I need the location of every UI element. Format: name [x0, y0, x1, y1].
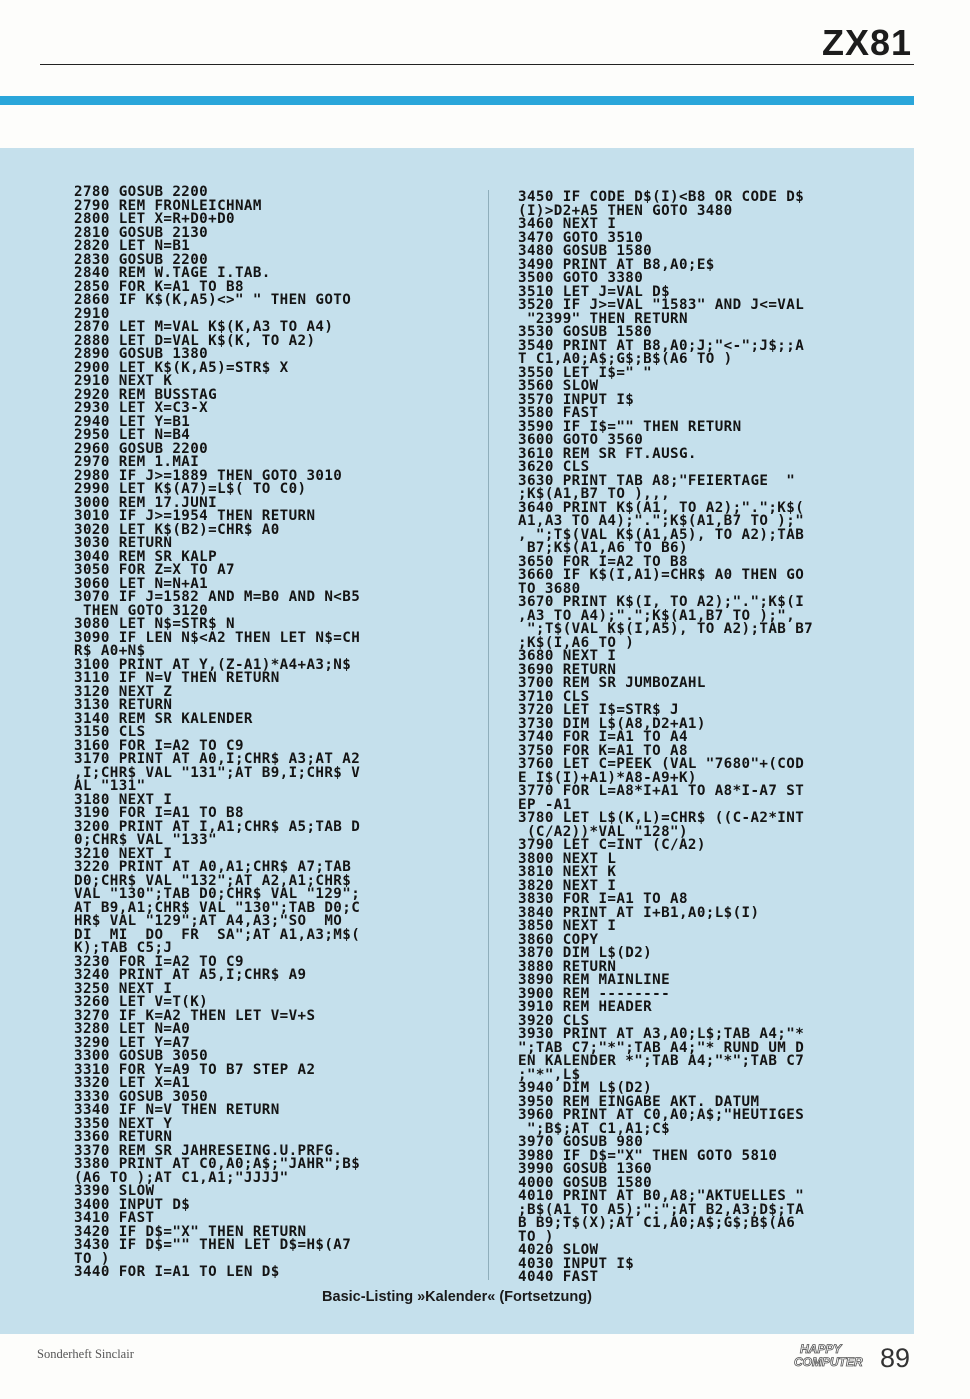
svg-text:COMPUTER: COMPUTER [794, 1355, 863, 1369]
code-line: (I)>D2+A5 THEN GOTO 3480 [518, 202, 733, 219]
code-line: 3710 CLS [518, 688, 590, 705]
code-line: 3500 GOTO 3380 [518, 270, 644, 286]
code-line: 3450 IF CODE D$(I)<B8 OR CODE D$ [518, 189, 805, 205]
publication-name: Sonderheft Sinclair [37, 1347, 134, 1361]
code-line: 3950 REM EINGABE AKT. DATUM [518, 1093, 760, 1110]
code-line: 2950 LET N=B4 [74, 427, 191, 443]
code-line: 3590 IF I$="" THEN RETURN [518, 418, 742, 435]
code-line: 2900 LET K$(K,A5)=STR$ X [74, 359, 289, 376]
code-line: 3260 LET V=T(K) [74, 994, 209, 1010]
code-line: VAL "130";TAB D0;CHR$ VAL "129"; [74, 886, 361, 902]
code-line: AL "131" [74, 778, 146, 794]
code-line: 4020 SLOW [518, 1242, 599, 1258]
code-line: TO 3680 [518, 580, 581, 597]
code-line: 3600 GOTO 3560 [518, 432, 644, 448]
listing-caption: Basic-Listing »Kalender« (Fortsetzung) [322, 1289, 592, 1305]
code-line: 2930 LET X=C3-X [74, 400, 209, 416]
code-line: EN KALENDER *";TAB A4;"*";TAB C7 [518, 1053, 805, 1069]
code-line: 3570 INPUT I$ [518, 391, 635, 408]
code-line: 3270 IF K=A2 THEN LET V=V+S [74, 1007, 316, 1024]
code-line: 3880 RETURN [518, 958, 617, 975]
code-line: 3690 RETURN [518, 661, 617, 678]
code-line: 3820 NEXT I [518, 877, 617, 894]
code-line: ,I;CHR$ VAL "131";AT B9,I;CHR$ V [74, 764, 361, 781]
code-line: 3940 DIM L$(D2) [518, 1080, 653, 1096]
listing-column-right [518, 191, 893, 1285]
code-line: 3540 PRINT AT B8,A0;J;"<-";J$;;A [518, 337, 805, 354]
code-line: 3200 PRINT AT I,A1;CHR$ A5;TAB D [74, 818, 361, 835]
code-line: 3130 RETURN [74, 697, 173, 713]
code-line: 3090 IF LEN N$<A2 THEN LET N$=CH [74, 629, 361, 646]
code-line: 2870 LET M=VAL K$(K,A3 TO A4) [74, 319, 334, 335]
code-line: 3010 IF J>=1954 THEN RETURN [74, 508, 316, 524]
code-line: 3280 LET N=A0 [74, 1021, 191, 1037]
code-line: 3560 SLOW [518, 378, 599, 394]
accent-bar [0, 96, 914, 105]
code-line: 3430 IF D$="" THEN LET D$=H$(A7 [74, 1237, 352, 1253]
code-line: 3240 PRINT AT A5,I;CHR$ A9 [74, 967, 307, 983]
code-line: 3060 LET N=N+A1 [74, 575, 209, 592]
code-line: 3000 REM 17.JUNI [74, 494, 218, 511]
listing-column-left [74, 186, 474, 1280]
code-line: 3660 IF K$(I,A1)=CHR$ A0 THEN GO [518, 567, 805, 583]
code-line: 3760 LET C=PEEK (VAL "7680"+(COD [518, 756, 805, 772]
code-line: 3530 GOSUB 1580 [518, 324, 653, 340]
code-line: ";T$(VAL K$(I,A5), TO A2);TAB B7 [518, 621, 814, 637]
code-line: E I$(I)+A1)*A8-A9+K) [518, 769, 697, 786]
code-line: DI MI DO FR SA";AT A1,A3;M$( [74, 926, 361, 943]
code-line: 3920 CLS [518, 1012, 590, 1029]
code-line: 4030 INPUT I$ [518, 1255, 635, 1272]
code-line: (C/A2))*VAL "128") [518, 823, 688, 840]
code-line: 3620 CLS [518, 459, 590, 475]
code-line: 3360 RETURN [74, 1129, 173, 1145]
column-divider [488, 190, 489, 1280]
code-line: ;K$(A1,B7 TO ),,, [518, 486, 671, 502]
code-line: 3910 REM HEADER [518, 999, 653, 1015]
code-line: R$ A0+N$ [74, 643, 146, 659]
code-line: ;K$(I,A6 TO ) [518, 634, 635, 651]
code-line: ";TAB C7;"*";TAB A4;"* RUND UM D [518, 1039, 805, 1056]
code-line: D0;CHR$ VAL "132";AT A2,A1;CHR$ [74, 872, 352, 889]
code-line: , ";T$(VAL K$(A1,A5), TO A2);TAB [518, 526, 805, 543]
code-line: 3630 PRINT TAB A8;"FEIERTAGE " [518, 472, 796, 489]
code-line: 3320 LET X=A1 [74, 1075, 191, 1091]
code-line: 3640 PRINT K$(A1, TO A2);".";K$( [518, 499, 805, 516]
code-line: 3300 GOSUB 3050 [74, 1048, 209, 1064]
code-line: 3110 IF N=V THEN RETURN [74, 670, 280, 686]
code-line: 3050 FOR Z=X TO A7 [74, 562, 235, 578]
code-line: 3750 FOR K=A1 TO A8 [518, 742, 688, 759]
code-line: 2820 LET N=B1 [74, 238, 191, 254]
code-line: 2800 LET X=R+D0+D0 [74, 211, 235, 227]
code-line: 3580 FAST [518, 405, 599, 421]
code-line: 3370 REM SR JAHRESEING.U.PRFG. [74, 1142, 343, 1159]
code-line: 3140 REM SR KALENDER [74, 710, 253, 727]
code-line: 3850 NEXT I [518, 918, 617, 934]
code-line: 3190 FOR I=A1 TO B8 [74, 805, 244, 821]
code-line: (A6 TO );AT C1,A1;"JJJJ" [74, 1169, 289, 1186]
code-line: 3210 NEXT I [74, 845, 173, 862]
code-line: 3420 IF D$="X" THEN RETURN [74, 1223, 307, 1240]
code-line: B B9;T$(X);AT C1,A0;A$;G$;B$(A6 [518, 1215, 796, 1231]
magazine-section-title: ZX81 [821, 22, 912, 63]
code-line: "2399" THEN RETURN [518, 310, 688, 327]
code-line: 3230 FOR I=A2 TO C9 [74, 953, 244, 970]
code-line: 3150 CLS [74, 724, 146, 740]
code-line: 3700 REM SR JUMBOZAHL [518, 675, 706, 691]
code-line: 2850 FOR K=A1 TO B8 [74, 278, 244, 295]
code-line: 3930 PRINT AT A3,A0;L$;TAB A4;"* [518, 1026, 805, 1042]
code-line: 3350 NEXT Y [74, 1115, 173, 1132]
code-line: 3680 NEXT I [518, 648, 617, 664]
code-line: 2990 LET K$(A7)=L$( TO C0) [74, 481, 307, 497]
code-line: 3220 PRINT AT A0,A1;CHR$ A7;TAB [74, 859, 352, 875]
code-line: 2970 REM 1.MAI [74, 454, 200, 470]
code-line: 3900 REM -------- [518, 985, 671, 1002]
header-rule [40, 64, 914, 65]
code-line: 3120 NEXT Z [74, 683, 173, 700]
code-line: 2860 IF K$(K,A5)<>" " THEN GOTO [74, 292, 352, 308]
code-line: ,A3 TO A4);".";K$(A1,B7 TO );", [518, 607, 796, 624]
code-line: 3740 FOR I=A1 TO A4 [518, 729, 688, 745]
code-line: ;B$(A1 TO A5);":";AT B2,A3;D$;TA [518, 1201, 805, 1218]
code-line: 2940 LET Y=B1 [74, 413, 191, 430]
code-line: 3020 LET K$(B2)=CHR$ A0 [74, 521, 280, 538]
code-line: 3100 PRINT AT Y,(Z-A1)*A4+A3;N$ [74, 656, 352, 673]
code-line: 2910 [74, 305, 110, 322]
code-line: 3510 LET J=VAL D$ [518, 283, 671, 300]
code-line: 0;CHR$ VAL "133" [74, 832, 218, 848]
code-line: 3800 NEXT L [518, 850, 617, 867]
code-line: 3810 NEXT K [518, 864, 617, 880]
happy-computer-logo [792, 1340, 870, 1370]
code-line: 2780 GOSUB 2200 [74, 184, 209, 200]
code-line: 3980 IF D$="X" THEN GOTO 5810 [518, 1147, 778, 1164]
code-line: B7;K$(A1,A6 TO B6) [518, 540, 688, 556]
code-line: 2880 LET D=VAL K$(K, TO A2) [74, 332, 316, 349]
code-line: 3520 IF J>=VAL "1583" AND J<=VAL [518, 297, 805, 313]
code-line: 2890 GOSUB 1380 [74, 346, 209, 362]
code-line: THEN GOTO 3120 [74, 602, 209, 619]
code-line: 3070 IF J=1582 AND M=B0 AND N<B5 [74, 589, 361, 605]
code-line: 3160 FOR I=A2 TO C9 [74, 737, 244, 754]
code-line: 3790 LET C=INT (C/A2) [518, 837, 706, 853]
code-line: 4000 GOSUB 1580 [518, 1174, 653, 1191]
code-line: 3470 GOTO 3510 [518, 229, 644, 246]
code-line: 3390 SLOW [74, 1183, 155, 1199]
code-line: TO ) [74, 1250, 110, 1267]
code-line: 3720 LET I$=STR$ J [518, 702, 679, 718]
code-line: 3840 PRINT AT I+B1,A0;L$(I) [518, 904, 760, 921]
code-line: 3970 GOSUB 980 [518, 1134, 644, 1150]
code-line: 3310 FOR Y=A9 TO B7 STEP A2 [74, 1061, 316, 1078]
code-line: K);TAB C5;J [74, 940, 173, 956]
code-line: 3480 GOSUB 1580 [518, 243, 653, 259]
code-line: A1,A3 TO A4);".";K$(A1,B7 TO );" [518, 513, 805, 529]
code-line: 3030 RETURN [74, 535, 173, 551]
code-line: 3860 COPY [518, 931, 599, 948]
code-line: 2910 NEXT K [74, 373, 173, 389]
code-line: 3340 IF N=V THEN RETURN [74, 1102, 280, 1118]
code-line: 2980 IF J>=1889 THEN GOTO 3010 [74, 467, 343, 484]
code-line: 2830 GOSUB 2200 [74, 251, 209, 268]
code-line: 3180 NEXT I [74, 791, 173, 808]
code-line: 3730 DIM L$(A8,D2+A1) [518, 715, 706, 732]
code-line: 2840 REM W.TAGE I.TAB. [74, 265, 271, 281]
code-line: 3290 LET Y=A7 [74, 1034, 191, 1051]
code-line: 2920 REM BUSSTAG [74, 386, 218, 403]
code-line: 3870 DIM L$(D2) [518, 945, 653, 961]
code-line: 3490 PRINT AT B8,A0;E$ [518, 256, 715, 273]
code-line: 3890 REM MAINLINE [518, 972, 671, 988]
code-line: 3380 PRINT AT C0,A0;A$;"JAHR";B$ [74, 1156, 361, 1172]
code-line: 3250 NEXT I [74, 980, 173, 997]
code-line: 3410 FAST [74, 1210, 155, 1226]
code-line: 3830 FOR I=A1 TO A8 [518, 891, 688, 907]
code-line: 3440 FOR I=A1 TO LEN D$ [74, 1264, 280, 1280]
code-line: 3330 GOSUB 3050 [74, 1088, 209, 1105]
code-line: AT B9,A1;CHR$ VAL "130";TAB D0;C [74, 899, 361, 916]
code-line: 3780 LET L$(K,L)=CHR$ ((C-A2*INT [518, 810, 805, 826]
code-line: 3670 PRINT K$(I, TO A2);".";K$(I [518, 594, 805, 610]
code-line: 3400 INPUT D$ [74, 1196, 191, 1213]
code-line: 3550 LET I$=" " [518, 364, 653, 381]
code-line: ;"*",L$ [518, 1066, 581, 1083]
code-line: 2960 GOSUB 2200 [74, 440, 209, 457]
code-line: 3990 GOSUB 1360 [518, 1161, 653, 1177]
code-line: T C1,A0;A$;G$;B$(A6 TO ) [518, 351, 733, 367]
code-line: 3080 LET N$=STR$ N [74, 616, 235, 632]
page-number: 89 [880, 1343, 911, 1373]
code-line: TO ) [518, 1228, 554, 1245]
code-line: 3960 PRINT AT C0,A0;A$;"HEUTIGES [518, 1107, 805, 1123]
code-line: 3170 PRINT AT A0,I;CHR$ A3;AT A2 [74, 751, 361, 767]
code-line: 3040 REM SR KALP [74, 548, 218, 565]
code-line: 2790 REM FRONLEICHNAM [74, 197, 262, 214]
code-line: ";B$;AT C1,A1;C$ [518, 1120, 671, 1137]
svg-text:HAPPY: HAPPY [800, 1342, 842, 1356]
code-line: 3770 FOR L=A8*I+A1 TO A8*I-A7 ST [518, 783, 805, 799]
code-line: 4040 FAST [518, 1269, 599, 1285]
code-line: 3460 NEXT I [518, 216, 617, 232]
code-line: 3650 FOR I=A2 TO B8 [518, 553, 688, 570]
code-line: EP -A1 [518, 796, 572, 813]
code-line: 2810 GOSUB 2130 [74, 224, 209, 241]
code-line: HR$ VAL "129";AT A4,A3;"SO MO [74, 913, 343, 929]
code-line: 3610 REM SR FT.AUSG. [518, 445, 697, 462]
code-line: 4010 PRINT AT B0,A8;"AKTUELLES " [518, 1188, 805, 1204]
